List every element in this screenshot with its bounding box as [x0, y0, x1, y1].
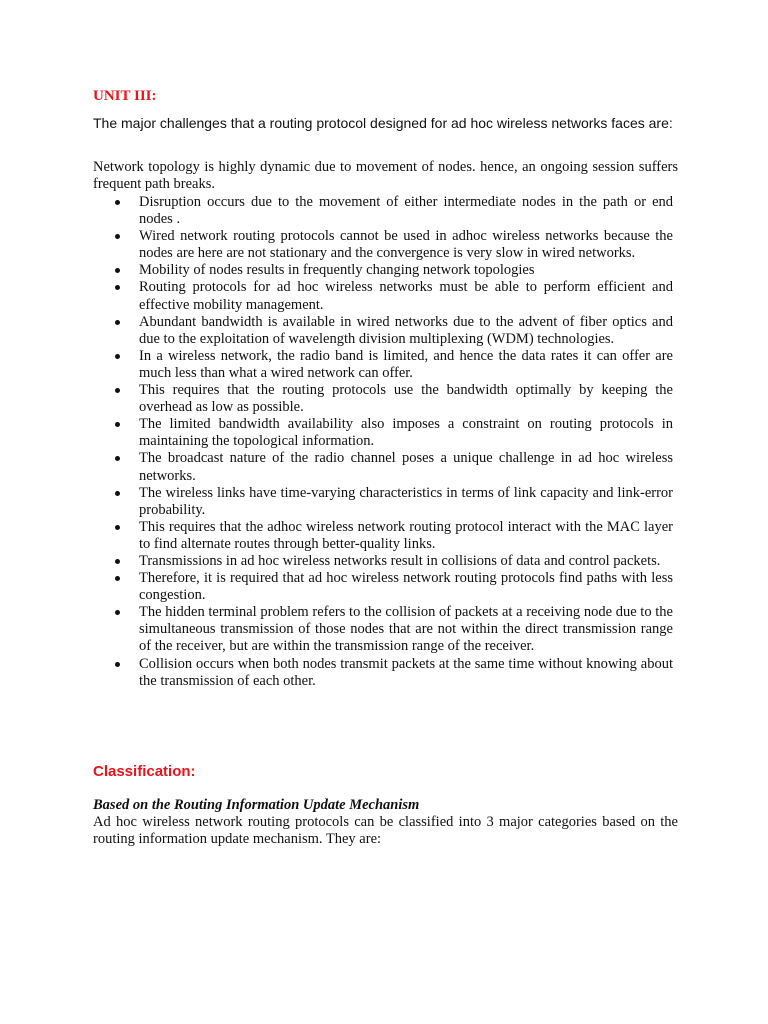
list-item-text: Mobility of nodes results in frequently changing network topologies — [139, 262, 535, 279]
list-item-text: Abundant bandwidth is available in wired networks due to the advent of fiber optics and due to the exploitation of wavelength division multiplexing (WDM) technologies. — [139, 313, 673, 347]
list-item — [93, 604, 673, 655]
classification-heading: Classification: — [93, 763, 196, 780]
list-item-text: The hidden terminal problem refers to the collision of packets at a receiving node due to the simultaneous transmission of those nodes that are not within the direct transmission range of the receiver, but are within the transmission range of the receiver. — [139, 604, 673, 655]
list-item — [93, 228, 673, 262]
bullet-icon — [115, 456, 120, 461]
list-item — [93, 348, 673, 382]
list-item-text: Collision occurs when both nodes transmit packets at the same time without knowing about the transmission of each other. — [139, 655, 673, 689]
list-item-text: Wired network routing protocols cannot be used in adhoc wireless networks because the nodes are here are not stationary and the convergence is very slow in wired networks. — [139, 228, 673, 262]
unit-heading: UNIT III: — [93, 88, 157, 104]
bullet-icon — [115, 610, 120, 615]
list-item — [93, 194, 673, 228]
list-item — [93, 656, 673, 690]
list-item-text: This requires that the routing protocols use the bandwidth optimally by keeping the overhead as low as possible. — [139, 382, 673, 416]
categories-paragraph: Ad hoc wireless network routing protocols can be classified into 3 major categories based on the routing information update mechanism. They are: — [93, 814, 678, 847]
list-item-text: Transmissions in ad hoc wireless networks result in collisions of data and control packets. — [139, 552, 661, 569]
bullet-icon — [115, 285, 120, 290]
bullet-icon — [115, 576, 120, 581]
list-item-text: The limited bandwidth availability also imposes a constraint on routing protocols in maintaining the topological information. — [139, 416, 673, 450]
list-item — [93, 570, 673, 604]
update-mechanism-subheading: Based on the Routing Information Update Mechanism — [93, 797, 420, 813]
bullet-icon — [115, 525, 120, 530]
bullet-icon — [115, 388, 120, 393]
bullet-icon — [115, 200, 120, 205]
bullet-icon — [115, 320, 120, 325]
topology-paragraph: Network topology is highly dynamic due to movement of nodes. hence, an ongoing session suffers frequent path breaks. — [93, 159, 678, 192]
list-item-text: Disruption occurs due to the movement of either intermediate nodes in the path or end nodes . — [139, 194, 673, 228]
list-item-text: Therefore, it is required that ad hoc wireless network routing protocols find paths with less congestion. — [139, 570, 673, 604]
list-item — [93, 485, 673, 519]
bullet-icon — [115, 268, 120, 273]
list-item-text: This requires that the adhoc wireless network routing protocol interact with the MAC layer to find alternate routes through better-quality links. — [139, 518, 673, 552]
list-item — [93, 314, 673, 348]
list-item — [93, 450, 673, 484]
list-item — [93, 382, 673, 416]
list-item — [93, 262, 673, 279]
bullet-icon — [115, 559, 120, 564]
bullet-icon — [115, 662, 120, 667]
list-item — [93, 416, 673, 450]
bullet-icon — [115, 491, 120, 496]
list-item-text: Routing protocols for ad hoc wireless networks must be able to perform efficient and effective mobility management. — [139, 279, 673, 313]
list-item-text: In a wireless network, the radio band is limited, and hence the data rates it can offer are much less than what a wired network can offer. — [139, 347, 673, 381]
bullet-icon — [115, 422, 120, 427]
list-item — [93, 553, 673, 570]
list-item-text: The broadcast nature of the radio channel poses a unique challenge in ad hoc wireless networks. — [139, 450, 673, 484]
bullet-icon — [115, 234, 120, 239]
bullet-icon — [115, 354, 120, 359]
list-item-text: The wireless links have time-varying characteristics in terms of link capacity and link-error probability. — [139, 484, 673, 518]
list-item — [93, 279, 673, 313]
intro-text: The major challenges that a routing protocol designed for ad hoc wireless networks faces are: — [93, 115, 673, 131]
list-item — [93, 519, 673, 553]
challenges-list — [93, 194, 673, 690]
